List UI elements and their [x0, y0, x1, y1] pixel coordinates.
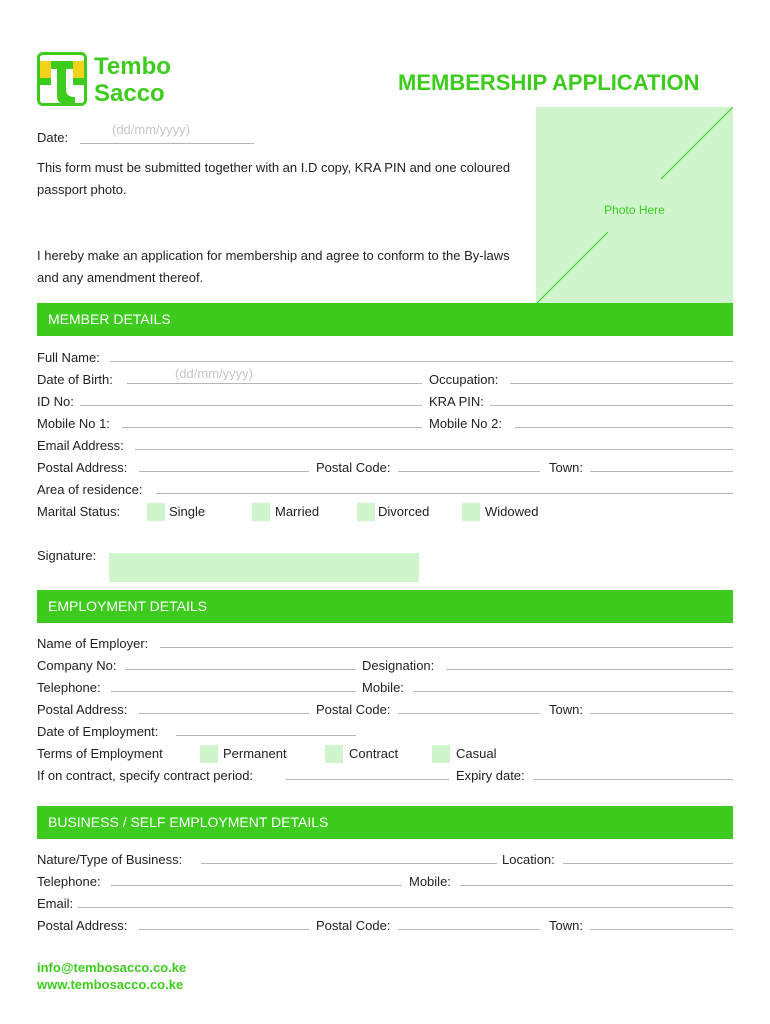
business-nature-label: Nature/Type of Business: — [37, 852, 183, 867]
kra-pin-label: KRA PIN: — [429, 394, 484, 409]
postal-address-field[interactable] — [139, 471, 309, 472]
contract-option-label: Contract — [349, 746, 399, 761]
occupation-field[interactable] — [510, 383, 733, 384]
terms-label: Terms of Employment — [37, 746, 163, 761]
photo-label: Photo Here — [604, 203, 665, 217]
permanent-checkbox[interactable] — [200, 745, 218, 763]
employment-postal-code-label: Postal Code: — [316, 702, 391, 717]
date-employment-label: Date of Employment: — [37, 724, 159, 739]
business-telephone-label: Telephone: — [37, 874, 101, 889]
id-no-label: ID No: — [37, 394, 74, 409]
postal-address-label: Postal Address: — [37, 460, 128, 475]
casual-option-label: Casual — [456, 746, 497, 761]
employment-town-label: Town: — [549, 702, 583, 717]
employment-telephone-field[interactable] — [111, 691, 356, 692]
single-option-label: Single — [169, 504, 206, 519]
business-location-field[interactable] — [563, 863, 733, 864]
business-telephone-field[interactable] — [111, 885, 402, 886]
employment-mobile-field[interactable] — [413, 691, 733, 692]
casual-checkbox[interactable] — [432, 745, 450, 763]
company-no-field[interactable] — [125, 669, 356, 670]
employer-label: Name of Employer: — [37, 636, 149, 651]
full-name-field[interactable] — [110, 361, 733, 362]
mobile-2-field[interactable] — [515, 427, 733, 428]
date-label: Date: — [37, 130, 69, 145]
widowed-checkbox[interactable] — [462, 503, 480, 521]
employment-postal-address-field[interactable] — [139, 713, 309, 714]
designation-label: Designation: — [362, 658, 435, 673]
marital-status-label: Marital Status: — [37, 504, 121, 519]
employment-mobile-label: Mobile: — [362, 680, 404, 695]
contract-checkbox[interactable] — [325, 745, 343, 763]
business-details-heading: BUSINESS / SELF EMPLOYMENT DETAILS — [37, 806, 733, 839]
occupation-label: Occupation: — [429, 372, 499, 387]
business-postal-code-label: Postal Code: — [316, 918, 391, 933]
mobile-1-label: Mobile No 1: — [37, 416, 110, 431]
widowed-option-label: Widowed — [485, 504, 539, 519]
business-nature-field[interactable] — [201, 863, 497, 864]
business-town-label: Town: — [549, 918, 583, 933]
email-field[interactable] — [135, 449, 733, 450]
residence-field[interactable] — [156, 493, 733, 494]
postal-code-label: Postal Code: — [316, 460, 391, 475]
brand-line-2: Sacco — [94, 80, 165, 107]
business-town-field[interactable] — [590, 929, 733, 930]
expiry-field[interactable] — [533, 779, 733, 780]
business-postal-address-field[interactable] — [139, 929, 309, 930]
business-email-field[interactable] — [78, 907, 733, 908]
intro-note: This form must be submitted together with an I.D copy, KRA PIN and one coloured passport photo. — [37, 160, 511, 197]
employment-postal-address-label: Postal Address: — [37, 702, 128, 717]
intro-declaration: I hereby make an application for membership and agree to conform to the By-laws and any amendment thereof. — [37, 248, 510, 285]
date-placeholder: (dd/mm/yyyy) — [112, 122, 190, 137]
married-checkbox[interactable] — [252, 503, 270, 521]
company-no-label: Company No: — [37, 658, 117, 673]
form-title: MEMBERSHIP APPLICATION — [398, 70, 700, 95]
dob-placeholder: (dd/mm/yyyy) — [175, 366, 253, 381]
date-employment-field[interactable] — [176, 735, 356, 736]
employer-field[interactable] — [160, 647, 733, 648]
footer-email-link[interactable]: info@tembosacco.co.ke — [37, 960, 187, 975]
employment-town-field[interactable] — [590, 713, 733, 714]
logo — [37, 52, 87, 106]
divorced-checkbox[interactable] — [357, 503, 375, 521]
mobile-1-field[interactable] — [122, 427, 422, 428]
brand-line-1: Tembo — [94, 53, 171, 80]
designation-field[interactable] — [446, 669, 733, 670]
date-field[interactable] — [80, 143, 254, 144]
id-no-field[interactable] — [80, 405, 422, 406]
expiry-label: Expiry date: — [456, 768, 525, 783]
signature-field[interactable] — [109, 553, 419, 582]
contract-period-label: If on contract, specify contract period: — [37, 768, 254, 783]
employment-telephone-label: Telephone: — [37, 680, 101, 695]
business-mobile-label: Mobile: — [409, 874, 451, 889]
postal-code-field[interactable] — [398, 471, 540, 472]
footer-website-link[interactable]: www.tembosacco.co.ke — [37, 977, 184, 992]
business-email-label: Email: — [37, 896, 74, 911]
town-field[interactable] — [590, 471, 733, 472]
full-name-label: Full Name: — [37, 350, 100, 365]
business-postal-address-label: Postal Address: — [37, 918, 128, 933]
photo-box[interactable] — [536, 107, 733, 304]
employment-details-heading: EMPLOYMENT DETAILS — [37, 590, 733, 623]
business-location-label: Location: — [502, 852, 555, 867]
permanent-option-label: Permanent — [223, 746, 287, 761]
married-option-label: Married — [275, 504, 320, 519]
employment-postal-code-field[interactable] — [398, 713, 540, 714]
mobile-2-label: Mobile No 2: — [429, 416, 502, 431]
brand-name — [94, 53, 171, 107]
residence-label: Area of residence: — [37, 482, 143, 497]
town-label: Town: — [549, 460, 583, 475]
signature-label: Signature: — [37, 548, 97, 563]
contract-period-field[interactable] — [286, 779, 449, 780]
dob-field[interactable] — [127, 383, 422, 384]
dob-label: Date of Birth: — [37, 372, 113, 387]
single-checkbox[interactable] — [147, 503, 165, 521]
tembo-logo-icon — [40, 55, 84, 103]
member-details-heading: MEMBER DETAILS — [37, 303, 733, 336]
business-mobile-field[interactable] — [460, 885, 733, 886]
divorced-option-label: Divorced — [378, 504, 430, 519]
business-postal-code-field[interactable] — [398, 929, 540, 930]
kra-pin-field[interactable] — [490, 405, 733, 406]
email-label: Email Address: — [37, 438, 124, 453]
